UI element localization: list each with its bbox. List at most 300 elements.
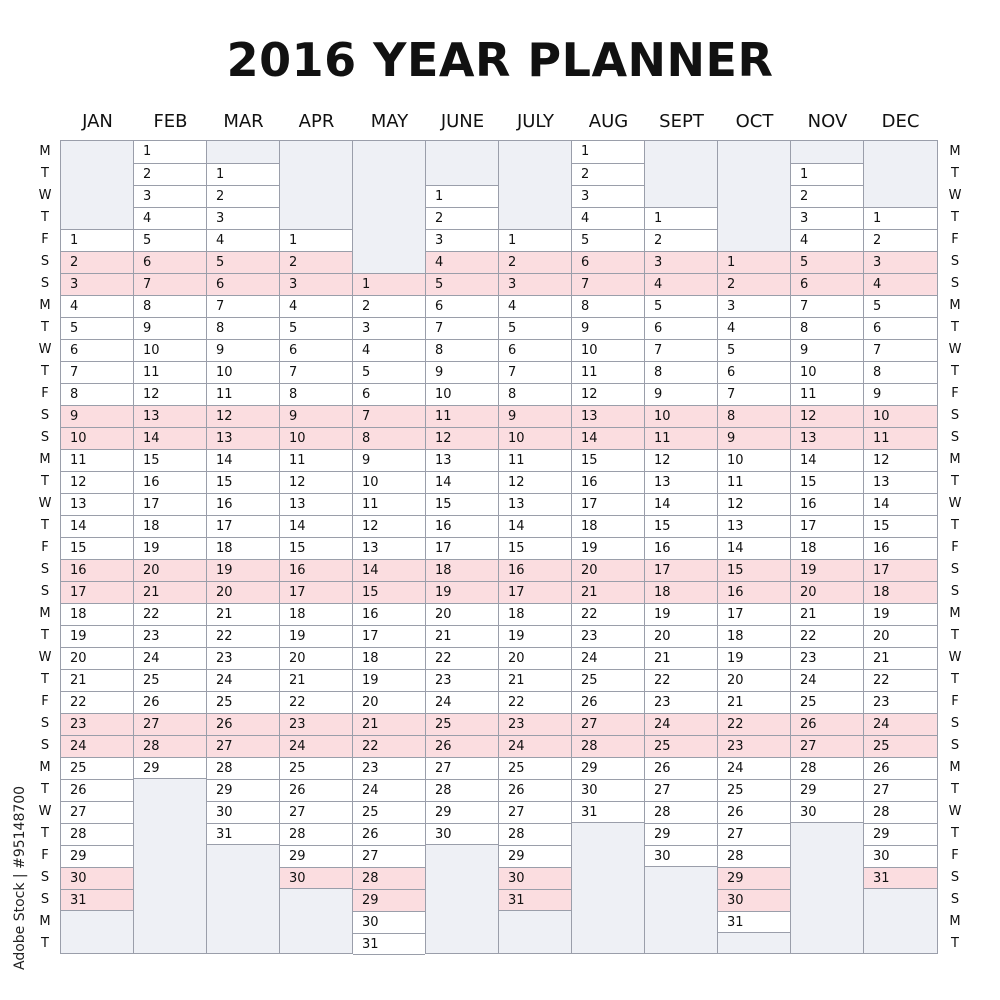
day-cell[interactable]: 8	[61, 383, 133, 405]
day-cell[interactable]: 21	[207, 603, 279, 625]
day-cell[interactable]: 11	[645, 427, 717, 449]
day-cell[interactable]: 31	[864, 867, 937, 889]
day-cell[interactable]: 14	[645, 493, 717, 515]
day-cell[interactable]: 26	[426, 735, 498, 757]
day-cell[interactable]: 8	[426, 339, 498, 361]
day-cell[interactable]: 8	[499, 383, 571, 405]
day-cell[interactable]: 11	[718, 471, 790, 493]
day-cell[interactable]: 23	[791, 647, 863, 669]
day-cell[interactable]: 6	[426, 295, 498, 317]
day-cell[interactable]: 8	[572, 295, 644, 317]
day-cell[interactable]: 17	[499, 581, 571, 603]
day-cell[interactable]: 1	[134, 141, 206, 163]
day-cell[interactable]: 31	[718, 911, 790, 933]
day-cell[interactable]: 19	[718, 647, 790, 669]
day-cell[interactable]: 27	[207, 735, 279, 757]
day-cell[interactable]: 22	[499, 691, 571, 713]
day-cell[interactable]: 19	[207, 559, 279, 581]
day-cell[interactable]: 15	[426, 493, 498, 515]
day-cell[interactable]: 15	[645, 515, 717, 537]
day-cell[interactable]: 24	[61, 735, 133, 757]
day-cell[interactable]: 2	[426, 207, 498, 229]
day-cell[interactable]: 25	[645, 735, 717, 757]
day-cell[interactable]: 24	[864, 713, 937, 735]
day-cell[interactable]: 7	[280, 361, 352, 383]
day-cell[interactable]: 4	[207, 229, 279, 251]
day-cell[interactable]: 14	[718, 537, 790, 559]
day-cell[interactable]: 5	[718, 339, 790, 361]
day-cell[interactable]: 22	[572, 603, 644, 625]
day-cell[interactable]: 21	[353, 713, 425, 735]
day-cell[interactable]: 13	[134, 405, 206, 427]
day-cell[interactable]: 20	[718, 669, 790, 691]
day-cell[interactable]: 16	[426, 515, 498, 537]
day-cell[interactable]: 16	[572, 471, 644, 493]
day-cell[interactable]: 1	[280, 229, 352, 251]
day-cell[interactable]: 29	[61, 845, 133, 867]
day-cell[interactable]: 12	[134, 383, 206, 405]
day-cell[interactable]: 16	[353, 603, 425, 625]
day-cell[interactable]: 16	[864, 537, 937, 559]
day-cell[interactable]: 7	[864, 339, 937, 361]
day-cell[interactable]: 19	[791, 559, 863, 581]
day-cell[interactable]: 23	[134, 625, 206, 647]
day-cell[interactable]: 27	[645, 779, 717, 801]
day-cell[interactable]: 11	[280, 449, 352, 471]
day-cell[interactable]: 12	[353, 515, 425, 537]
day-cell[interactable]: 24	[718, 757, 790, 779]
day-cell[interactable]: 9	[864, 383, 937, 405]
day-cell[interactable]: 7	[499, 361, 571, 383]
day-cell[interactable]: 25	[280, 757, 352, 779]
day-cell[interactable]: 8	[134, 295, 206, 317]
day-cell[interactable]: 28	[864, 801, 937, 823]
day-cell[interactable]: 27	[499, 801, 571, 823]
day-cell[interactable]: 5	[499, 317, 571, 339]
day-cell[interactable]: 17	[134, 493, 206, 515]
day-cell[interactable]: 13	[645, 471, 717, 493]
day-cell[interactable]: 15	[207, 471, 279, 493]
day-cell[interactable]: 9	[353, 449, 425, 471]
day-cell[interactable]: 21	[499, 669, 571, 691]
day-cell[interactable]: 26	[353, 823, 425, 845]
day-cell[interactable]: 17	[791, 515, 863, 537]
day-cell[interactable]: 6	[280, 339, 352, 361]
day-cell[interactable]: 11	[426, 405, 498, 427]
day-cell[interactable]: 29	[353, 889, 425, 911]
day-cell[interactable]: 10	[353, 471, 425, 493]
day-cell[interactable]: 2	[61, 251, 133, 273]
day-cell[interactable]: 27	[718, 823, 790, 845]
day-cell[interactable]: 1	[572, 141, 644, 163]
day-cell[interactable]: 2	[791, 185, 863, 207]
day-cell[interactable]: 5	[134, 229, 206, 251]
day-cell[interactable]: 18	[791, 537, 863, 559]
day-cell[interactable]: 3	[134, 185, 206, 207]
day-cell[interactable]: 23	[280, 713, 352, 735]
day-cell[interactable]: 15	[353, 581, 425, 603]
day-cell[interactable]: 15	[134, 449, 206, 471]
day-cell[interactable]: 1	[426, 185, 498, 207]
day-cell[interactable]: 7	[572, 273, 644, 295]
day-cell[interactable]: 20	[572, 559, 644, 581]
day-cell[interactable]: 18	[426, 559, 498, 581]
day-cell[interactable]: 17	[280, 581, 352, 603]
day-cell[interactable]: 20	[134, 559, 206, 581]
day-cell[interactable]: 23	[353, 757, 425, 779]
day-cell[interactable]: 12	[499, 471, 571, 493]
day-cell[interactable]: 29	[864, 823, 937, 845]
day-cell[interactable]: 26	[718, 801, 790, 823]
day-cell[interactable]: 29	[207, 779, 279, 801]
day-cell[interactable]: 2	[718, 273, 790, 295]
day-cell[interactable]: 10	[280, 427, 352, 449]
day-cell[interactable]: 7	[61, 361, 133, 383]
day-cell[interactable]: 30	[645, 845, 717, 867]
day-cell[interactable]: 4	[572, 207, 644, 229]
day-cell[interactable]: 19	[645, 603, 717, 625]
day-cell[interactable]: 2	[207, 185, 279, 207]
day-cell[interactable]: 23	[572, 625, 644, 647]
day-cell[interactable]: 22	[353, 735, 425, 757]
day-cell[interactable]: 18	[572, 515, 644, 537]
day-cell[interactable]: 9	[718, 427, 790, 449]
day-cell[interactable]: 3	[499, 273, 571, 295]
day-cell[interactable]: 26	[645, 757, 717, 779]
day-cell[interactable]: 20	[791, 581, 863, 603]
day-cell[interactable]: 12	[645, 449, 717, 471]
day-cell[interactable]: 16	[718, 581, 790, 603]
day-cell[interactable]: 25	[61, 757, 133, 779]
day-cell[interactable]: 1	[645, 207, 717, 229]
day-cell[interactable]: 10	[134, 339, 206, 361]
day-cell[interactable]: 28	[426, 779, 498, 801]
day-cell[interactable]: 10	[426, 383, 498, 405]
day-cell[interactable]: 25	[864, 735, 937, 757]
day-cell[interactable]: 14	[572, 427, 644, 449]
day-cell[interactable]: 8	[718, 405, 790, 427]
day-cell[interactable]: 11	[572, 361, 644, 383]
day-cell[interactable]: 4	[718, 317, 790, 339]
day-cell[interactable]: 27	[353, 845, 425, 867]
day-cell[interactable]: 11	[499, 449, 571, 471]
day-cell[interactable]: 2	[864, 229, 937, 251]
day-cell[interactable]: 19	[61, 625, 133, 647]
day-cell[interactable]: 30	[572, 779, 644, 801]
day-cell[interactable]: 4	[61, 295, 133, 317]
day-cell[interactable]: 13	[718, 515, 790, 537]
day-cell[interactable]: 18	[134, 515, 206, 537]
day-cell[interactable]: 19	[353, 669, 425, 691]
day-cell[interactable]: 29	[426, 801, 498, 823]
day-cell[interactable]: 2	[499, 251, 571, 273]
day-cell[interactable]: 22	[134, 603, 206, 625]
day-cell[interactable]: 13	[791, 427, 863, 449]
day-cell[interactable]: 4	[499, 295, 571, 317]
day-cell[interactable]: 6	[61, 339, 133, 361]
day-cell[interactable]: 5	[61, 317, 133, 339]
day-cell[interactable]: 4	[864, 273, 937, 295]
day-cell[interactable]: 21	[645, 647, 717, 669]
day-cell[interactable]: 3	[61, 273, 133, 295]
day-cell[interactable]: 8	[645, 361, 717, 383]
day-cell[interactable]: 25	[499, 757, 571, 779]
day-cell[interactable]: 20	[426, 603, 498, 625]
day-cell[interactable]: 24	[280, 735, 352, 757]
day-cell[interactable]: 21	[791, 603, 863, 625]
day-cell[interactable]: 16	[791, 493, 863, 515]
day-cell[interactable]: 14	[864, 493, 937, 515]
day-cell[interactable]: 26	[280, 779, 352, 801]
day-cell[interactable]: 15	[499, 537, 571, 559]
day-cell[interactable]: 1	[353, 273, 425, 295]
day-cell[interactable]: 2	[280, 251, 352, 273]
day-cell[interactable]: 26	[61, 779, 133, 801]
day-cell[interactable]: 20	[207, 581, 279, 603]
day-cell[interactable]: 7	[791, 295, 863, 317]
day-cell[interactable]: 14	[61, 515, 133, 537]
day-cell[interactable]: 28	[61, 823, 133, 845]
day-cell[interactable]: 22	[207, 625, 279, 647]
day-cell[interactable]: 1	[207, 163, 279, 185]
day-cell[interactable]: 9	[280, 405, 352, 427]
day-cell[interactable]: 24	[645, 713, 717, 735]
day-cell[interactable]: 6	[791, 273, 863, 295]
day-cell[interactable]: 7	[645, 339, 717, 361]
day-cell[interactable]: 5	[280, 317, 352, 339]
day-cell[interactable]: 17	[718, 603, 790, 625]
day-cell[interactable]: 10	[61, 427, 133, 449]
day-cell[interactable]: 10	[207, 361, 279, 383]
day-cell[interactable]: 21	[426, 625, 498, 647]
day-cell[interactable]: 27	[134, 713, 206, 735]
day-cell[interactable]: 3	[353, 317, 425, 339]
day-cell[interactable]: 4	[791, 229, 863, 251]
day-cell[interactable]: 30	[280, 867, 352, 889]
day-cell[interactable]: 12	[572, 383, 644, 405]
day-cell[interactable]: 6	[645, 317, 717, 339]
day-cell[interactable]: 13	[353, 537, 425, 559]
day-cell[interactable]: 17	[645, 559, 717, 581]
day-cell[interactable]: 15	[791, 471, 863, 493]
day-cell[interactable]: 21	[61, 669, 133, 691]
day-cell[interactable]: 23	[864, 691, 937, 713]
day-cell[interactable]: 1	[61, 229, 133, 251]
day-cell[interactable]: 27	[572, 713, 644, 735]
day-cell[interactable]: 12	[718, 493, 790, 515]
day-cell[interactable]: 9	[499, 405, 571, 427]
day-cell[interactable]: 28	[791, 757, 863, 779]
day-cell[interactable]: 18	[280, 603, 352, 625]
day-cell[interactable]: 27	[426, 757, 498, 779]
day-cell[interactable]: 23	[207, 647, 279, 669]
day-cell[interactable]: 8	[791, 317, 863, 339]
day-cell[interactable]: 3	[645, 251, 717, 273]
day-cell[interactable]: 7	[718, 383, 790, 405]
day-cell[interactable]: 20	[280, 647, 352, 669]
day-cell[interactable]: 26	[572, 691, 644, 713]
day-cell[interactable]: 30	[864, 845, 937, 867]
day-cell[interactable]: 31	[353, 933, 425, 955]
day-cell[interactable]: 10	[499, 427, 571, 449]
day-cell[interactable]: 23	[718, 735, 790, 757]
day-cell[interactable]: 15	[864, 515, 937, 537]
day-cell[interactable]: 14	[353, 559, 425, 581]
day-cell[interactable]: 29	[791, 779, 863, 801]
day-cell[interactable]: 28	[207, 757, 279, 779]
day-cell[interactable]: 10	[791, 361, 863, 383]
day-cell[interactable]: 1	[791, 163, 863, 185]
day-cell[interactable]: 15	[572, 449, 644, 471]
day-cell[interactable]: 17	[864, 559, 937, 581]
day-cell[interactable]: 7	[134, 273, 206, 295]
day-cell[interactable]: 12	[791, 405, 863, 427]
day-cell[interactable]: 31	[61, 889, 133, 911]
day-cell[interactable]: 10	[718, 449, 790, 471]
day-cell[interactable]: 21	[718, 691, 790, 713]
day-cell[interactable]: 2	[134, 163, 206, 185]
day-cell[interactable]: 24	[791, 669, 863, 691]
day-cell[interactable]: 4	[426, 251, 498, 273]
day-cell[interactable]: 14	[207, 449, 279, 471]
day-cell[interactable]: 18	[718, 625, 790, 647]
day-cell[interactable]: 10	[572, 339, 644, 361]
day-cell[interactable]: 9	[791, 339, 863, 361]
day-cell[interactable]: 21	[572, 581, 644, 603]
day-cell[interactable]: 11	[134, 361, 206, 383]
day-cell[interactable]: 26	[791, 713, 863, 735]
day-cell[interactable]: 16	[134, 471, 206, 493]
day-cell[interactable]: 18	[864, 581, 937, 603]
day-cell[interactable]: 30	[791, 801, 863, 823]
day-cell[interactable]: 28	[645, 801, 717, 823]
day-cell[interactable]: 13	[280, 493, 352, 515]
day-cell[interactable]: 4	[134, 207, 206, 229]
day-cell[interactable]: 16	[645, 537, 717, 559]
day-cell[interactable]: 6	[207, 273, 279, 295]
day-cell[interactable]: 31	[207, 823, 279, 845]
day-cell[interactable]: 17	[61, 581, 133, 603]
day-cell[interactable]: 11	[353, 493, 425, 515]
day-cell[interactable]: 14	[426, 471, 498, 493]
day-cell[interactable]: 24	[353, 779, 425, 801]
day-cell[interactable]: 6	[353, 383, 425, 405]
day-cell[interactable]: 8	[207, 317, 279, 339]
day-cell[interactable]: 3	[864, 251, 937, 273]
day-cell[interactable]: 17	[426, 537, 498, 559]
day-cell[interactable]: 28	[134, 735, 206, 757]
day-cell[interactable]: 3	[426, 229, 498, 251]
day-cell[interactable]: 5	[864, 295, 937, 317]
day-cell[interactable]: 24	[207, 669, 279, 691]
day-cell[interactable]: 22	[718, 713, 790, 735]
day-cell[interactable]: 23	[499, 713, 571, 735]
day-cell[interactable]: 22	[645, 669, 717, 691]
day-cell[interactable]: 23	[426, 669, 498, 691]
day-cell[interactable]: 19	[572, 537, 644, 559]
day-cell[interactable]: 16	[207, 493, 279, 515]
day-cell[interactable]: 25	[426, 713, 498, 735]
day-cell[interactable]: 9	[426, 361, 498, 383]
day-cell[interactable]: 5	[207, 251, 279, 273]
day-cell[interactable]: 11	[61, 449, 133, 471]
day-cell[interactable]: 22	[791, 625, 863, 647]
day-cell[interactable]: 23	[61, 713, 133, 735]
day-cell[interactable]: 24	[499, 735, 571, 757]
day-cell[interactable]: 14	[134, 427, 206, 449]
day-cell[interactable]: 6	[572, 251, 644, 273]
day-cell[interactable]: 26	[134, 691, 206, 713]
day-cell[interactable]: 22	[426, 647, 498, 669]
day-cell[interactable]: 5	[791, 251, 863, 273]
day-cell[interactable]: 7	[353, 405, 425, 427]
day-cell[interactable]: 24	[134, 647, 206, 669]
day-cell[interactable]: 19	[499, 625, 571, 647]
day-cell[interactable]: 1	[499, 229, 571, 251]
day-cell[interactable]: 10	[645, 405, 717, 427]
day-cell[interactable]: 5	[353, 361, 425, 383]
day-cell[interactable]: 20	[499, 647, 571, 669]
day-cell[interactable]: 31	[499, 889, 571, 911]
day-cell[interactable]: 21	[864, 647, 937, 669]
day-cell[interactable]: 19	[280, 625, 352, 647]
day-cell[interactable]: 18	[353, 647, 425, 669]
day-cell[interactable]: 24	[572, 647, 644, 669]
day-cell[interactable]: 3	[572, 185, 644, 207]
day-cell[interactable]: 17	[572, 493, 644, 515]
day-cell[interactable]: 6	[718, 361, 790, 383]
day-cell[interactable]: 25	[572, 669, 644, 691]
day-cell[interactable]: 20	[645, 625, 717, 647]
day-cell[interactable]: 16	[499, 559, 571, 581]
day-cell[interactable]: 20	[61, 647, 133, 669]
day-cell[interactable]: 19	[864, 603, 937, 625]
day-cell[interactable]: 3	[207, 207, 279, 229]
day-cell[interactable]: 3	[280, 273, 352, 295]
day-cell[interactable]: 20	[864, 625, 937, 647]
day-cell[interactable]: 3	[791, 207, 863, 229]
day-cell[interactable]: 16	[61, 559, 133, 581]
day-cell[interactable]: 27	[280, 801, 352, 823]
day-cell[interactable]: 18	[645, 581, 717, 603]
day-cell[interactable]: 11	[864, 427, 937, 449]
day-cell[interactable]: 2	[353, 295, 425, 317]
day-cell[interactable]: 29	[134, 757, 206, 779]
day-cell[interactable]: 13	[864, 471, 937, 493]
day-cell[interactable]: 22	[864, 669, 937, 691]
day-cell[interactable]: 30	[499, 867, 571, 889]
day-cell[interactable]: 30	[207, 801, 279, 823]
day-cell[interactable]: 31	[572, 801, 644, 823]
day-cell[interactable]: 27	[791, 735, 863, 757]
day-cell[interactable]: 29	[499, 845, 571, 867]
day-cell[interactable]: 9	[645, 383, 717, 405]
day-cell[interactable]: 6	[864, 317, 937, 339]
day-cell[interactable]: 26	[499, 779, 571, 801]
day-cell[interactable]: 18	[61, 603, 133, 625]
day-cell[interactable]: 21	[280, 669, 352, 691]
day-cell[interactable]: 12	[426, 427, 498, 449]
day-cell[interactable]: 22	[61, 691, 133, 713]
day-cell[interactable]: 4	[353, 339, 425, 361]
day-cell[interactable]: 28	[718, 845, 790, 867]
day-cell[interactable]: 6	[134, 251, 206, 273]
day-cell[interactable]: 11	[207, 383, 279, 405]
day-cell[interactable]: 9	[207, 339, 279, 361]
day-cell[interactable]: 8	[280, 383, 352, 405]
day-cell[interactable]: 26	[207, 713, 279, 735]
day-cell[interactable]: 15	[280, 537, 352, 559]
